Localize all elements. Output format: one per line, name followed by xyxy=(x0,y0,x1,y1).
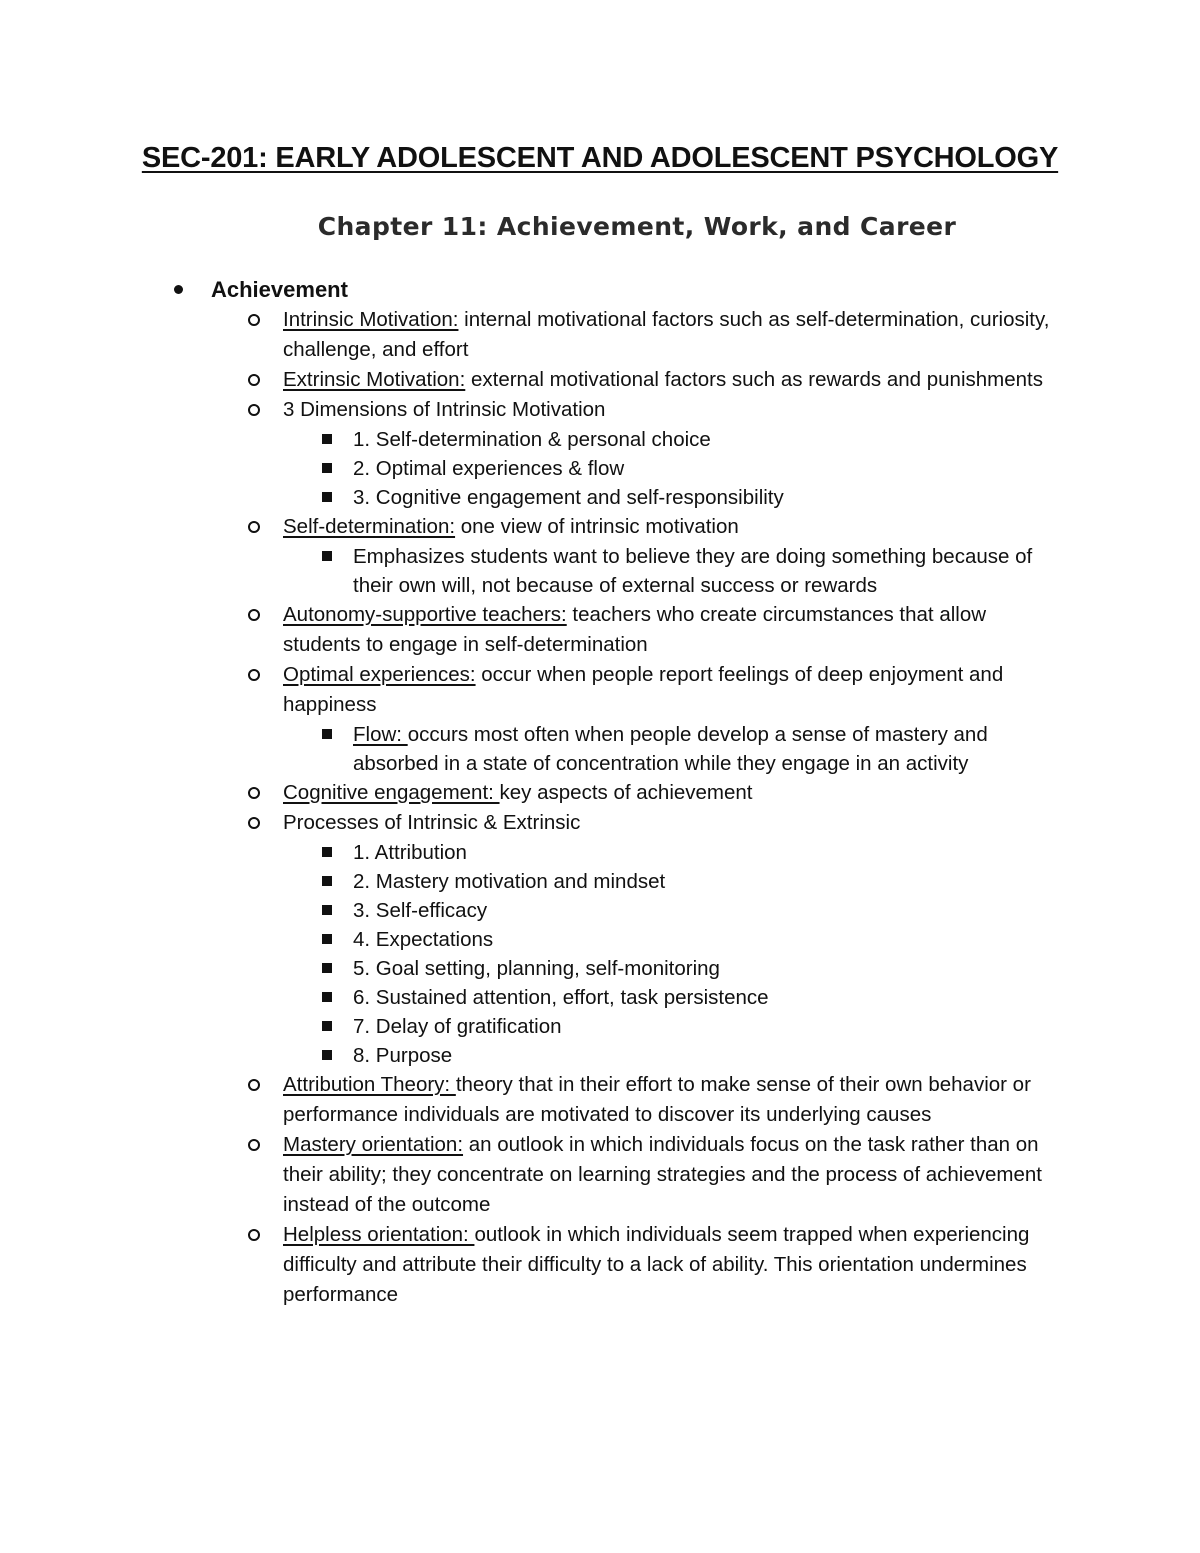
outline-item-text: one view of intrinsic motivation xyxy=(455,515,739,538)
outline-item xyxy=(0,1070,1200,1130)
outline-item-term: Optimal experiences: xyxy=(283,663,476,686)
outline-item xyxy=(0,600,1200,660)
hollow-circle-bullet-icon xyxy=(248,669,260,681)
square-bullet-icon xyxy=(322,463,332,473)
outline-subitem-text: 7. Delay of gratification xyxy=(353,1015,562,1038)
outline-item-term: Intrinsic Motivation: xyxy=(283,308,459,331)
square-bullet-icon xyxy=(322,1021,332,1031)
outline-item xyxy=(0,305,1200,365)
outline-item xyxy=(0,808,1200,838)
hollow-circle-bullet-icon xyxy=(248,609,260,621)
hollow-circle-bullet-icon xyxy=(248,1229,260,1241)
outline-item-text: theory that in their effort to make sense of their own behavior or performance individuals are motivated to discover its underlying causes xyxy=(283,1073,1031,1126)
outline-item xyxy=(0,365,1200,395)
outline-subitem-text: 6. Sustained attention, effort, task persistence xyxy=(353,986,769,1009)
square-bullet-icon xyxy=(322,847,332,857)
square-bullet-icon xyxy=(322,729,332,739)
outline-subitem xyxy=(0,1041,1200,1070)
hollow-circle-bullet-icon xyxy=(248,374,260,386)
outline-item-term: Extrinsic Motivation: xyxy=(283,368,466,391)
outline-item xyxy=(0,1130,1200,1220)
outline-subitem xyxy=(0,542,1200,600)
outline-item-text: Processes of Intrinsic & Extrinsic xyxy=(283,811,581,834)
outline-subitem-text: 2. Optimal experiences & flow xyxy=(353,457,625,480)
outline-item-text: internal motivational factors such as self-determination, curiosity, challenge, and effort xyxy=(283,308,1050,361)
outline-item-term: Attribution Theory: xyxy=(283,1073,456,1096)
hollow-circle-bullet-icon xyxy=(248,1079,260,1091)
square-bullet-icon xyxy=(322,1050,332,1060)
outline-subitem-text: occurs most often when people develop a sense of mastery and absorbed in a state of concentration while they engage in an activity xyxy=(353,723,988,775)
outline-subitem-text: 8. Purpose xyxy=(353,1044,453,1067)
outline-item xyxy=(0,1220,1200,1310)
outline-subitem-text: 3. Cognitive engagement and self-responsibility xyxy=(353,486,784,509)
hollow-circle-bullet-icon xyxy=(248,314,260,326)
chapter-subtitle: Chapter 11: Achievement, Work, and Career xyxy=(317,212,957,241)
outline-subitem xyxy=(0,483,1200,512)
outline-item-term: Mastery orientation: xyxy=(283,1133,464,1156)
outline-subitem xyxy=(0,867,1200,896)
outline-subitem-text: Emphasizes students want to believe they are doing something because of their own will, not because of external success or rewards xyxy=(353,545,1033,597)
hollow-circle-bullet-icon xyxy=(248,521,260,533)
square-bullet-icon xyxy=(322,934,332,944)
outline-subitem-text: 4. Expectations xyxy=(353,928,494,951)
notes-outline xyxy=(0,274,1200,1310)
outline-item-text: teachers who create circumstances that allow students to engage in self-determination xyxy=(283,603,987,656)
square-bullet-icon xyxy=(322,876,332,886)
outline-item-term: Cognitive engagement: xyxy=(283,781,500,804)
outline-item xyxy=(0,512,1200,542)
outline-item-term: Helpless orientation: xyxy=(283,1223,475,1246)
outline-subitem-text: 5. Goal setting, planning, self-monitoring xyxy=(353,957,720,980)
outline-subitem-term: Flow: xyxy=(353,723,408,746)
outline-item-text: outlook in which individuals seem trapped when experiencing difficulty and attribute their difficulty to a lack of ability. This orientation undermines performance xyxy=(283,1223,1030,1306)
outline-item xyxy=(0,778,1200,808)
outline-item-text: key aspects of achievement xyxy=(499,781,753,804)
outline-item xyxy=(0,395,1200,425)
outline-heading: Achievement xyxy=(211,277,348,302)
outline-subitem xyxy=(0,454,1200,483)
outline-subitem xyxy=(0,425,1200,454)
outline-item-text: an outlook in which individuals focus on the task rather than on their ability; they concentrate on learning strategies and the process of achievement instead of the outcome xyxy=(283,1133,1042,1216)
outline-subitem xyxy=(0,983,1200,1012)
outline-subitem-text: 2. Mastery motivation and mindset xyxy=(353,870,666,893)
outline-subitem-text: 3. Self-efficacy xyxy=(353,899,488,922)
outline-subitem xyxy=(0,720,1200,778)
hollow-circle-bullet-icon xyxy=(248,404,260,416)
square-bullet-icon xyxy=(322,992,332,1002)
hollow-circle-bullet-icon xyxy=(248,1139,260,1151)
outline-subitem xyxy=(0,1012,1200,1041)
bullet-dot-icon xyxy=(174,285,183,294)
outline-item xyxy=(0,660,1200,720)
hollow-circle-bullet-icon xyxy=(248,817,260,829)
square-bullet-icon xyxy=(322,434,332,444)
square-bullet-icon xyxy=(322,963,332,973)
outline-subitem xyxy=(0,925,1200,954)
square-bullet-icon xyxy=(322,905,332,915)
outline-subitem xyxy=(0,838,1200,867)
outline-subitem xyxy=(0,896,1200,925)
hollow-circle-bullet-icon xyxy=(248,787,260,799)
outline-subitem-text: 1. Self-determination & personal choice xyxy=(353,428,711,451)
outline-item-text: 3 Dimensions of Intrinsic Motivation xyxy=(283,398,606,421)
document-title: SEC-201: EARLY ADOLESCENT AND ADOLESCENT PSYCHOLOGY xyxy=(141,142,1059,174)
outline-subitem-text: 1. Attribution xyxy=(353,841,467,864)
outline-subitem xyxy=(0,954,1200,983)
square-bullet-icon xyxy=(322,551,332,561)
outline-item-term: Self-determination: xyxy=(283,515,456,538)
outline-heading-item xyxy=(0,274,1200,305)
outline-item-text: external motivational factors such as rewards and punishments xyxy=(465,368,1043,391)
outline-items xyxy=(0,305,1200,1310)
outline-item-term: Autonomy-supportive teachers: xyxy=(283,603,567,626)
outline-item-text: occur when people report feelings of deep enjoyment and happiness xyxy=(283,663,1004,716)
square-bullet-icon xyxy=(322,492,332,502)
